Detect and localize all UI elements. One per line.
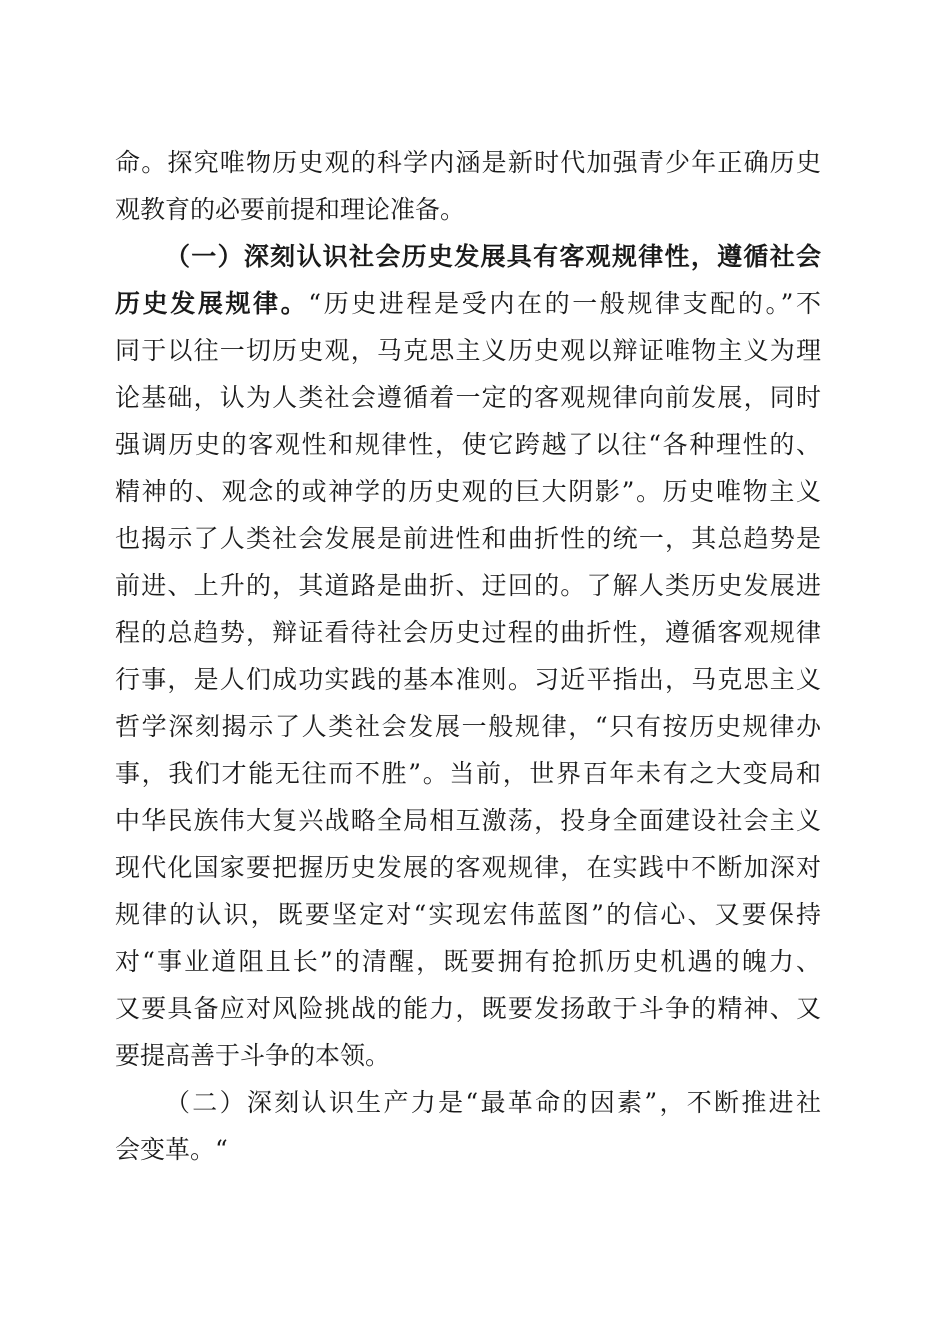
paragraph-line: 哲学深刻揭示了人类社会发展一般规律，“只有按历史规律办	[115, 712, 821, 741]
paragraph-line: 也揭示了人类社会发展是前进性和曲折性的统一，其总趋势是	[115, 524, 821, 553]
text-line	[0, 942, 950, 982]
paragraph-line: 中华民族伟大复兴战略全局相互激荡，投身全面建设社会主义	[115, 806, 821, 835]
text-line	[0, 660, 950, 700]
paragraph-line: 观教育的必要前提和理论准备。	[115, 195, 466, 224]
paragraph-line: 要提高善于斗争的本领。	[115, 1041, 391, 1070]
text-line	[0, 284, 950, 324]
paragraph-line: 对“事业道阻且长”的清醒，既要拥有抢抓历史机遇的魄力、	[115, 947, 821, 976]
text-line	[0, 801, 950, 841]
paragraph-line: 会变革。“	[115, 1135, 228, 1164]
text-line	[0, 848, 950, 888]
section-heading-line	[0, 1083, 950, 1123]
paragraph-line: 论基础，认为人类社会遵循着一定的客观规律向前发展，同时	[115, 383, 821, 412]
text-line	[0, 143, 950, 183]
paragraph-line: 行事，是人们成功实践的基本准则。习近平指出，马克思主义	[115, 665, 821, 694]
text-line	[0, 378, 950, 418]
paragraph-line: 强调历史的客观性和规律性，使它跨越了以往“各种理性的、	[115, 430, 821, 459]
text-line	[0, 613, 950, 653]
mixed-line	[115, 284, 821, 324]
paragraph-line: 规律的认识，既要坚定对“实现宏伟蓝图”的信心、又要保持	[115, 900, 821, 929]
paragraph-line: 事，我们才能无往而不胜”。当前，世界百年未有之大变局和	[115, 759, 821, 788]
paragraph-line: 又要具备应对风险挑战的能力，既要发扬敢于斗争的精神、又	[115, 994, 821, 1023]
text-line	[0, 425, 950, 465]
text-line	[0, 331, 950, 371]
paragraph-line: 命。探究唯物历史观的科学内涵是新时代加强青少年正确历史	[115, 148, 821, 177]
text-line	[0, 472, 950, 512]
text-line	[0, 519, 950, 559]
section-heading-end: 历史发展规律。	[115, 289, 309, 318]
paragraph-line: 程的总趋势，辩证看待社会历史过程的曲折性，遵循客观规律	[115, 618, 821, 647]
text-line	[0, 190, 950, 230]
text-line	[0, 1036, 950, 1076]
paragraph-line: 前进、上升的，其道路是曲折、迂回的。了解人类历史发展进	[115, 571, 821, 600]
section-heading: （二）深刻认识生产力是“最革命的因素”，不断推进社	[165, 1088, 821, 1117]
text-line	[0, 895, 950, 935]
text-line	[0, 754, 950, 794]
text-line	[0, 566, 950, 606]
section-heading: （一）深刻认识社会历史发展具有客观规律性，遵循社会	[165, 242, 821, 271]
quote-text: “历史进程是受内在的一般规律支配的。”不	[308, 289, 821, 318]
text-line	[0, 707, 950, 747]
text-line	[0, 1130, 950, 1170]
paragraph-line: 同于以往一切历史观，马克思主义历史观以辩证唯物主义为理	[115, 336, 821, 365]
paragraph-line: 现代化国家要把握历史发展的客观规律，在实践中不断加深对	[115, 853, 821, 882]
section-heading-line	[0, 237, 950, 277]
paragraph-line: 精神的、观念的或神学的历史观的巨大阴影”。历史唯物主义	[115, 477, 821, 506]
text-line	[0, 989, 950, 1029]
